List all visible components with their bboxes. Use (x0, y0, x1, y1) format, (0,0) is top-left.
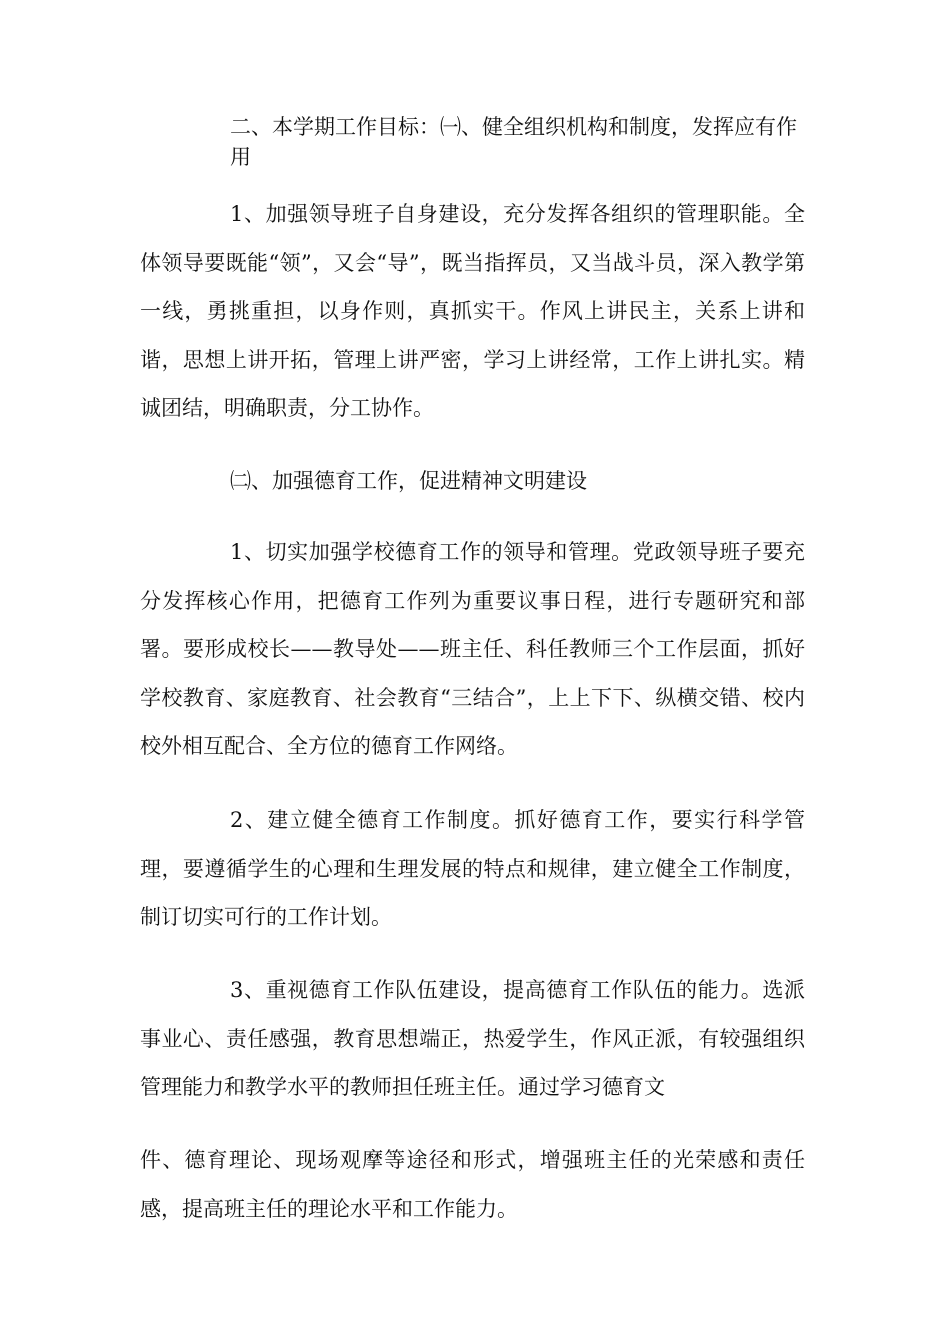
paragraph-moral-system: 2、建立健全德育工作制度。抓好德育工作，要实行科学管理，要遵循学生的心理和生理发展的特点和规律，建立健全工作制度，制订切实可行的工作计划。 (140, 808, 805, 930)
paragraph-moral-team-part2: 件、德育理论、现场观摩等途径和形式，增强班主任的光荣感和责任感，提高班主任的理论水平和工作能力。 (140, 1148, 805, 1221)
paragraph-moral-leadership: 1、切实加强学校德育工作的领导和管理。党政领导班子要充分发挥核心作用，把德育工作列为重要议事日程，进行专题研究和部署。要形成校长——教导处——班主任、科任教师三个工作层面，抓好学校教育、家庭教育、社会教育“三结合”，上上下下、纵横交错、校内校外相互配合、全方位的德育工作网络。 (140, 540, 805, 759)
section-heading-goals: 二、本学期工作目标：㈠、健全组织机构和制度，发挥应有作用 (230, 115, 797, 169)
paragraph-leadership: 1、加强领导班子自身建设，充分发挥各组织的管理职能。全体领导要既能“领”，又会“导”，既当指挥员，又当战斗员，深入教学第一线，勇挑重担，以身作则，真抓实干。作风上讲民主，关系上讲和谐，思想上讲开拓，管理上讲严密，学习上讲经常，工作上讲扎实。精诚团结，明确职责，分工协作。 (140, 202, 805, 421)
subsection-heading-moral-education: ㈡、加强德育工作，促进精神文明建设 (230, 469, 587, 493)
paragraph-moral-team-part1: 3、重视德育工作队伍建设，提高德育工作队伍的能力。选派事业心、责任感强，教育思想端正，热爱学生，作风正派，有较强组织管理能力和教学水平的教师担任班主任。通过学习德育文 (140, 978, 805, 1100)
